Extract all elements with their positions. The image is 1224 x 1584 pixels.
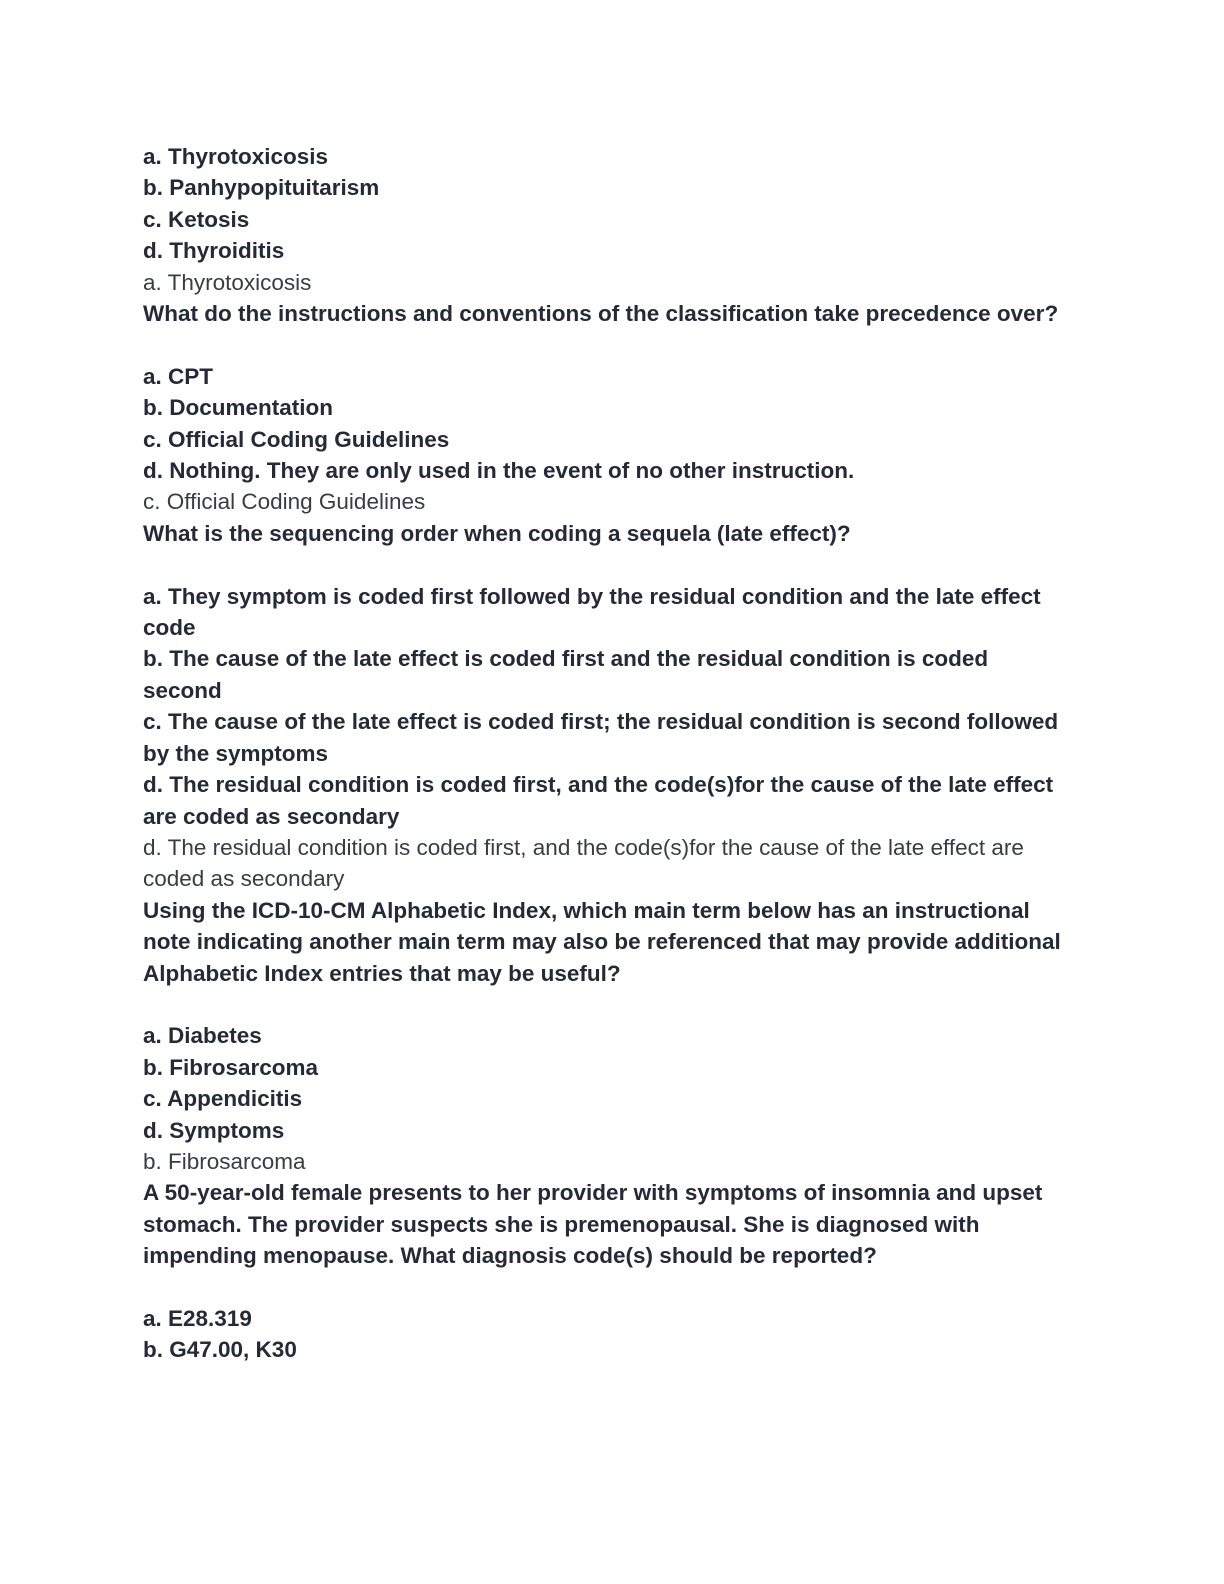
answer-text: a. Thyrotoxicosis — [143, 269, 312, 295]
question-block — [143, 518, 1063, 895]
question-text: Using the ICD-10-CM Alphabetic Index, which main term below has an instructional note indicating another main term may also be referenced that may provide additional Alphabetic Index entries that may be useful? — [143, 897, 1061, 986]
spacer — [143, 1272, 1063, 1303]
option-a: a. Thyrotoxicosis — [143, 144, 329, 169]
option-b: b. Panhypopituitarism — [143, 175, 380, 201]
option-b: b. Documentation — [143, 395, 333, 421]
question-block — [143, 298, 1063, 518]
option-b: b. G47.00, K30 — [143, 1337, 297, 1363]
question-block — [143, 141, 1063, 298]
option-d: d. Symptoms — [143, 1117, 285, 1143]
option-c: c. Appendicitis — [143, 1086, 303, 1112]
option-d: d. Thyroiditis — [143, 238, 285, 264]
question-text: What is the sequencing order when coding a sequela (late effect)? — [143, 520, 851, 546]
answer-text: d. The residual condition is coded first, and the code(s)for the cause of the late effect are coded as secondary — [143, 834, 1024, 892]
question-text: A 50-year-old female presents to her provider with symptoms of insomnia and upset stomach. The provider suspects she is premenopausal. She is diagnosed with impending menopause. What diagnosis code(s) should be reported? — [143, 1180, 1043, 1269]
option-a: a. CPT — [143, 363, 214, 389]
question-block — [143, 895, 1063, 1178]
option-a: a. E28.319 — [143, 1305, 252, 1331]
option-c: c. Official Coding Guidelines — [143, 426, 450, 452]
option-d: d. Nothing. They are only used in the event of no other instruction. — [143, 458, 855, 484]
spacer — [143, 989, 1063, 1020]
answer-text: b. Fibrosarcoma — [143, 1148, 306, 1174]
option-b: b. Fibrosarcoma — [143, 1054, 319, 1080]
question-block — [143, 1177, 1063, 1365]
answer-text: c. Official Coding Guidelines — [143, 489, 426, 515]
spacer — [143, 549, 1063, 580]
question-text: What do the instructions and conventions of the classification take precedence over? — [143, 301, 1059, 327]
option-a: a. They symptom is coded first followed by the residual condition and the late effect code — [143, 583, 1041, 641]
option-b: b. The cause of the late effect is coded first and the residual condition is coded second — [143, 646, 989, 703]
option-a: a. Diabetes — [143, 1023, 262, 1049]
spacer — [143, 329, 1063, 360]
option-c: c. Ketosis — [143, 206, 250, 232]
option-d: d. The residual condition is coded first, and the code(s)for the cause of the late effect are coded as secondary — [143, 772, 1054, 829]
document-body — [143, 141, 1063, 1366]
option-c: c. The cause of the late effect is coded first; the residual condition is second followed by the symptoms — [143, 709, 1059, 766]
